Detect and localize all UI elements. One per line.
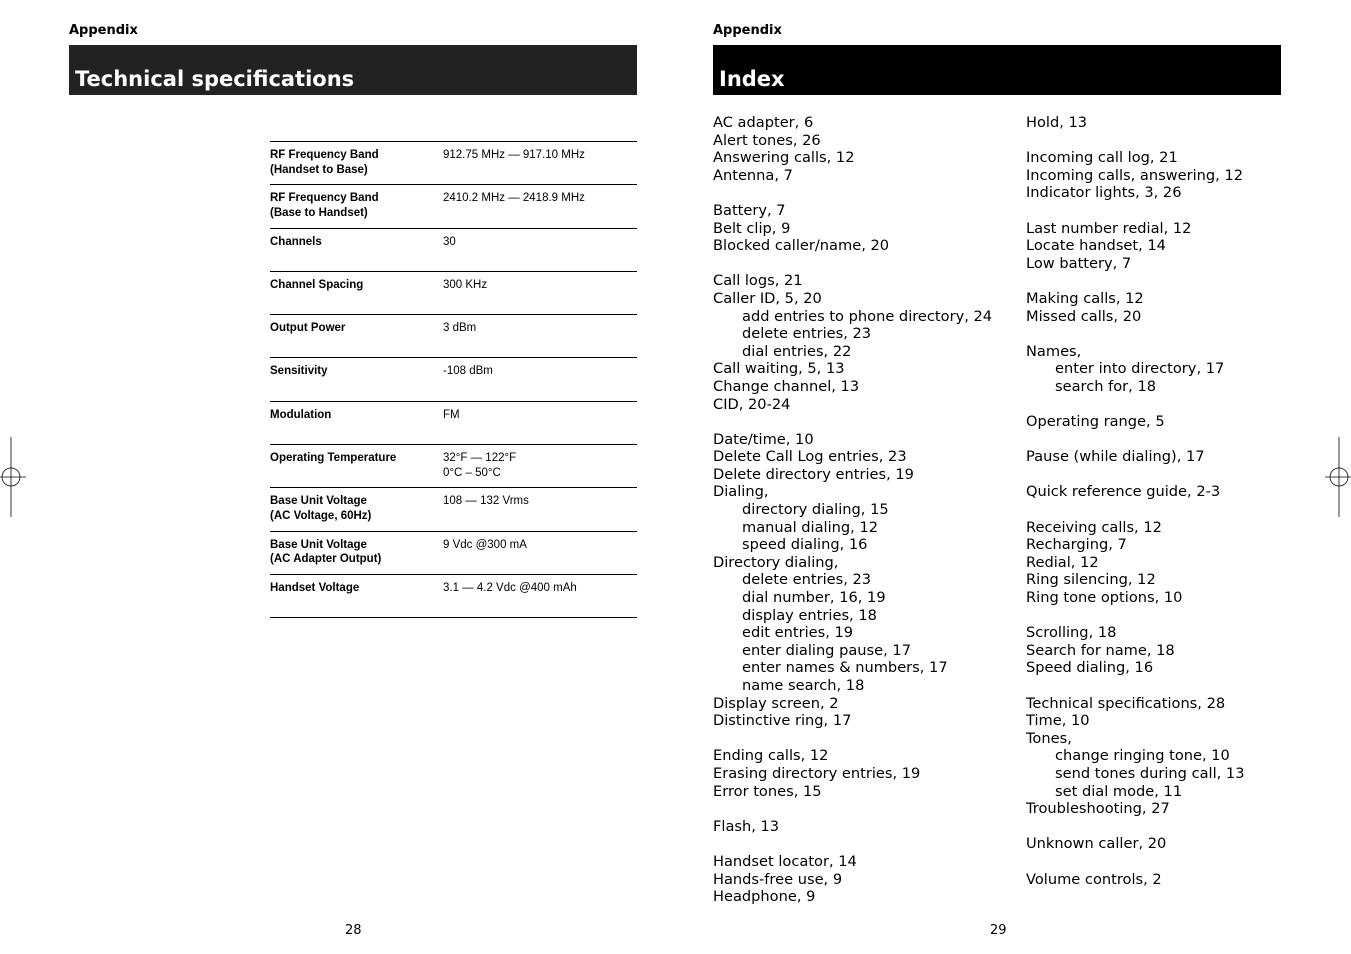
spec-label: Base Unit Voltage (AC Adapter Output) (270, 538, 382, 566)
index-entry: Delete directory entries, 19 (713, 465, 914, 483)
spec-row (270, 357, 637, 400)
right-section-label: Appendix (713, 23, 782, 38)
index-subentry: change ringing tone, 10 (1055, 747, 1230, 765)
page-number-right: 29 (990, 923, 1007, 938)
index-subentry: display entries, 18 (742, 606, 877, 624)
index-entry: Unknown caller, 20 (1026, 835, 1167, 853)
spec-value: 108 — 132 Vrms (443, 495, 529, 508)
spec-value: 2410.2 MHz — 2418.9 MHz (443, 192, 585, 205)
index-entry: Quick reference guide, 2-3 (1026, 483, 1221, 501)
index-gap (1026, 396, 1281, 414)
index-gap (1026, 466, 1281, 484)
index-entry: Call logs, 21 (713, 272, 803, 290)
index-entry: Error tones, 15 (713, 782, 822, 800)
spec-value: 3.1 — 4.2 Vdc @400 mAh (443, 581, 577, 594)
registration-mark-right-icon (1325, 437, 1351, 517)
index-subentry: enter names & numbers, 17 (742, 659, 948, 677)
spec-row (270, 141, 637, 184)
page-title-technical-specifications: Technical specifications (69, 45, 637, 95)
index-entry: Tones, (1026, 729, 1072, 747)
spec-row (270, 184, 637, 227)
index-entry: Erasing directory entries, 19 (713, 764, 921, 782)
index-gap (1026, 501, 1281, 519)
index-entry: Handset locator, 14 (713, 852, 857, 870)
index-entry: Antenna, 7 (713, 166, 793, 184)
index-subentry: delete entries, 23 (742, 571, 872, 589)
index-subentry: manual dialing, 12 (742, 518, 879, 536)
index-gap (1026, 325, 1281, 343)
index-gap (1026, 431, 1281, 449)
index-entry: Indicator lights, 3, 26 (1026, 184, 1182, 202)
index-entry: Incoming calls, answering, 12 (1026, 166, 1244, 184)
index-entry: Caller ID, 5, 20 (713, 289, 822, 307)
index-entry: Incoming call log, 21 (1026, 149, 1178, 167)
index-entry: Troubleshooting, 27 (1026, 800, 1170, 818)
index-entry: CID, 20-24 (713, 395, 791, 413)
spec-label: Handset Voltage (270, 581, 360, 594)
spec-label: Base Unit Voltage (AC Voltage, 60Hz) (270, 495, 372, 522)
index-entry: Redial, 12 (1026, 553, 1099, 571)
spec-row (270, 314, 637, 357)
index-entry: Blocked caller/name, 20 (713, 237, 890, 255)
index-entry: Date/time, 10 (713, 430, 814, 448)
index-subentry: directory dialing, 15 (742, 501, 889, 519)
spec-value: FM (443, 408, 460, 421)
index-entry: Dialing, (713, 483, 769, 501)
spec-row (270, 271, 637, 314)
index-entry: Recharging, 7 (1026, 536, 1127, 554)
index-entry: Locate handset, 14 (1026, 237, 1166, 255)
spec-value: 3 dBm (443, 322, 477, 335)
index-entry: Scrolling, 18 (1026, 624, 1117, 642)
index-subentry: set dial mode, 11 (1055, 782, 1183, 800)
spec-row (270, 228, 637, 271)
index-entry: Change channel, 13 (713, 377, 860, 395)
spec-label: Operating Temperature (270, 452, 397, 465)
spec-row (270, 487, 637, 530)
index-entry: Ring silencing, 12 (1026, 571, 1156, 589)
index-gap (1026, 132, 1281, 150)
spec-value: 32°F — 122°F 0°C – 50°C (443, 452, 517, 479)
index-entry: Low battery, 7 (1026, 254, 1132, 272)
spec-table (270, 141, 637, 618)
index-subentry: name search, 18 (742, 677, 865, 694)
spec-row (270, 574, 637, 618)
index-entry: Flash, 13 (713, 817, 780, 835)
index-column-1 (713, 114, 1008, 906)
page-title-index: Index (713, 45, 1281, 95)
spec-value: -108 dBm (443, 365, 493, 378)
index-subentry: search for, 18 (1055, 377, 1157, 395)
index-entry: Missed calls, 20 (1026, 307, 1142, 325)
spec-value: 9 Vdc @300 mA (443, 538, 527, 551)
index-entry: Names, (1026, 342, 1082, 360)
spec-label: Sensitivity (270, 365, 328, 378)
index-gap (713, 184, 1008, 202)
index-gap (713, 413, 1008, 431)
spec-row (270, 531, 637, 574)
index-subentry: send tones during call, 13 (1055, 764, 1245, 782)
spec-label: Channel Spacing (270, 278, 364, 291)
spec-value: 30 (443, 235, 456, 248)
index-entry: AC adapter, 6 (713, 114, 814, 131)
index-subentry: speed dialing, 16 (742, 536, 868, 554)
index-subentry: enter dialing pause, 17 (742, 641, 911, 659)
index-entry: Last number redial, 12 (1026, 219, 1192, 237)
index-entry: Time, 10 (1026, 712, 1090, 730)
index-subentry: dial entries, 22 (742, 342, 852, 360)
spec-row (270, 401, 637, 444)
index-entry: Headphone, 9 (713, 888, 816, 906)
index-entry: Search for name, 18 (1026, 641, 1175, 659)
index-subentry: edit entries, 19 (742, 624, 854, 642)
index-gap (713, 835, 1008, 853)
index-entry: Speed dialing, 16 (1026, 659, 1154, 677)
index-subentry: add entries to phone directory, 24 (742, 307, 993, 325)
index-entry: Operating range, 5 (1026, 413, 1165, 431)
index-gap (1026, 272, 1281, 290)
index-entry: Volume controls, 2 (1026, 870, 1162, 888)
index-gap (1026, 677, 1281, 695)
index-gap (713, 255, 1008, 273)
index-entry: Ending calls, 12 (713, 747, 829, 765)
index-gap (1026, 853, 1281, 871)
index-gap (1026, 607, 1281, 625)
index-entry: Answering calls, 12 (713, 149, 855, 167)
index-subentry: enter into directory, 17 (1055, 360, 1225, 378)
left-section-label: Appendix (69, 23, 138, 38)
index-entry: Battery, 7 (713, 201, 786, 219)
spec-label: Channels (270, 235, 322, 248)
index-entry: Call waiting, 5, 13 (713, 360, 845, 378)
index-entry: Technical specifications, 28 (1026, 694, 1226, 712)
index-gap (713, 730, 1008, 748)
spec-label: Output Power (270, 322, 346, 335)
spec-label: RF Frequency Band (Base to Handset) (270, 192, 379, 219)
index-column-2 (1026, 114, 1281, 888)
index-entry: Pause (while dialing), 17 (1026, 448, 1205, 466)
index-entry: Alert tones, 26 (713, 131, 821, 149)
page-number-left: 28 (345, 923, 362, 938)
index-gap (713, 800, 1008, 818)
spec-value: 300 KHz (443, 278, 488, 291)
spec-label: Modulation (270, 408, 332, 421)
index-entry: Hold, 13 (1026, 114, 1088, 131)
index-entry: Ring tone options, 10 (1026, 589, 1183, 607)
index-entry: Display screen, 2 (713, 694, 839, 712)
registration-mark-left-icon (0, 437, 26, 517)
index-entry: Delete Call Log entries, 23 (713, 448, 907, 466)
index-subentry: delete entries, 23 (742, 325, 872, 343)
spec-row (270, 444, 637, 487)
index-subentry: dial number, 16, 19 (742, 589, 886, 607)
index-entry: Belt clip, 9 (713, 219, 791, 237)
index-gap (1026, 202, 1281, 220)
index-gap (1026, 818, 1281, 836)
index-entry: Hands-free use, 9 (713, 870, 843, 888)
index-entry: Making calls, 12 (1026, 289, 1144, 307)
index-entry: Receiving calls, 12 (1026, 518, 1162, 536)
index-entry: Distinctive ring, 17 (713, 712, 852, 730)
spec-value: 912.75 MHz — 917.10 MHz (443, 149, 585, 161)
spec-label: RF Frequency Band (Handset to Base) (270, 149, 379, 176)
index-entry: Directory dialing, (713, 553, 839, 571)
